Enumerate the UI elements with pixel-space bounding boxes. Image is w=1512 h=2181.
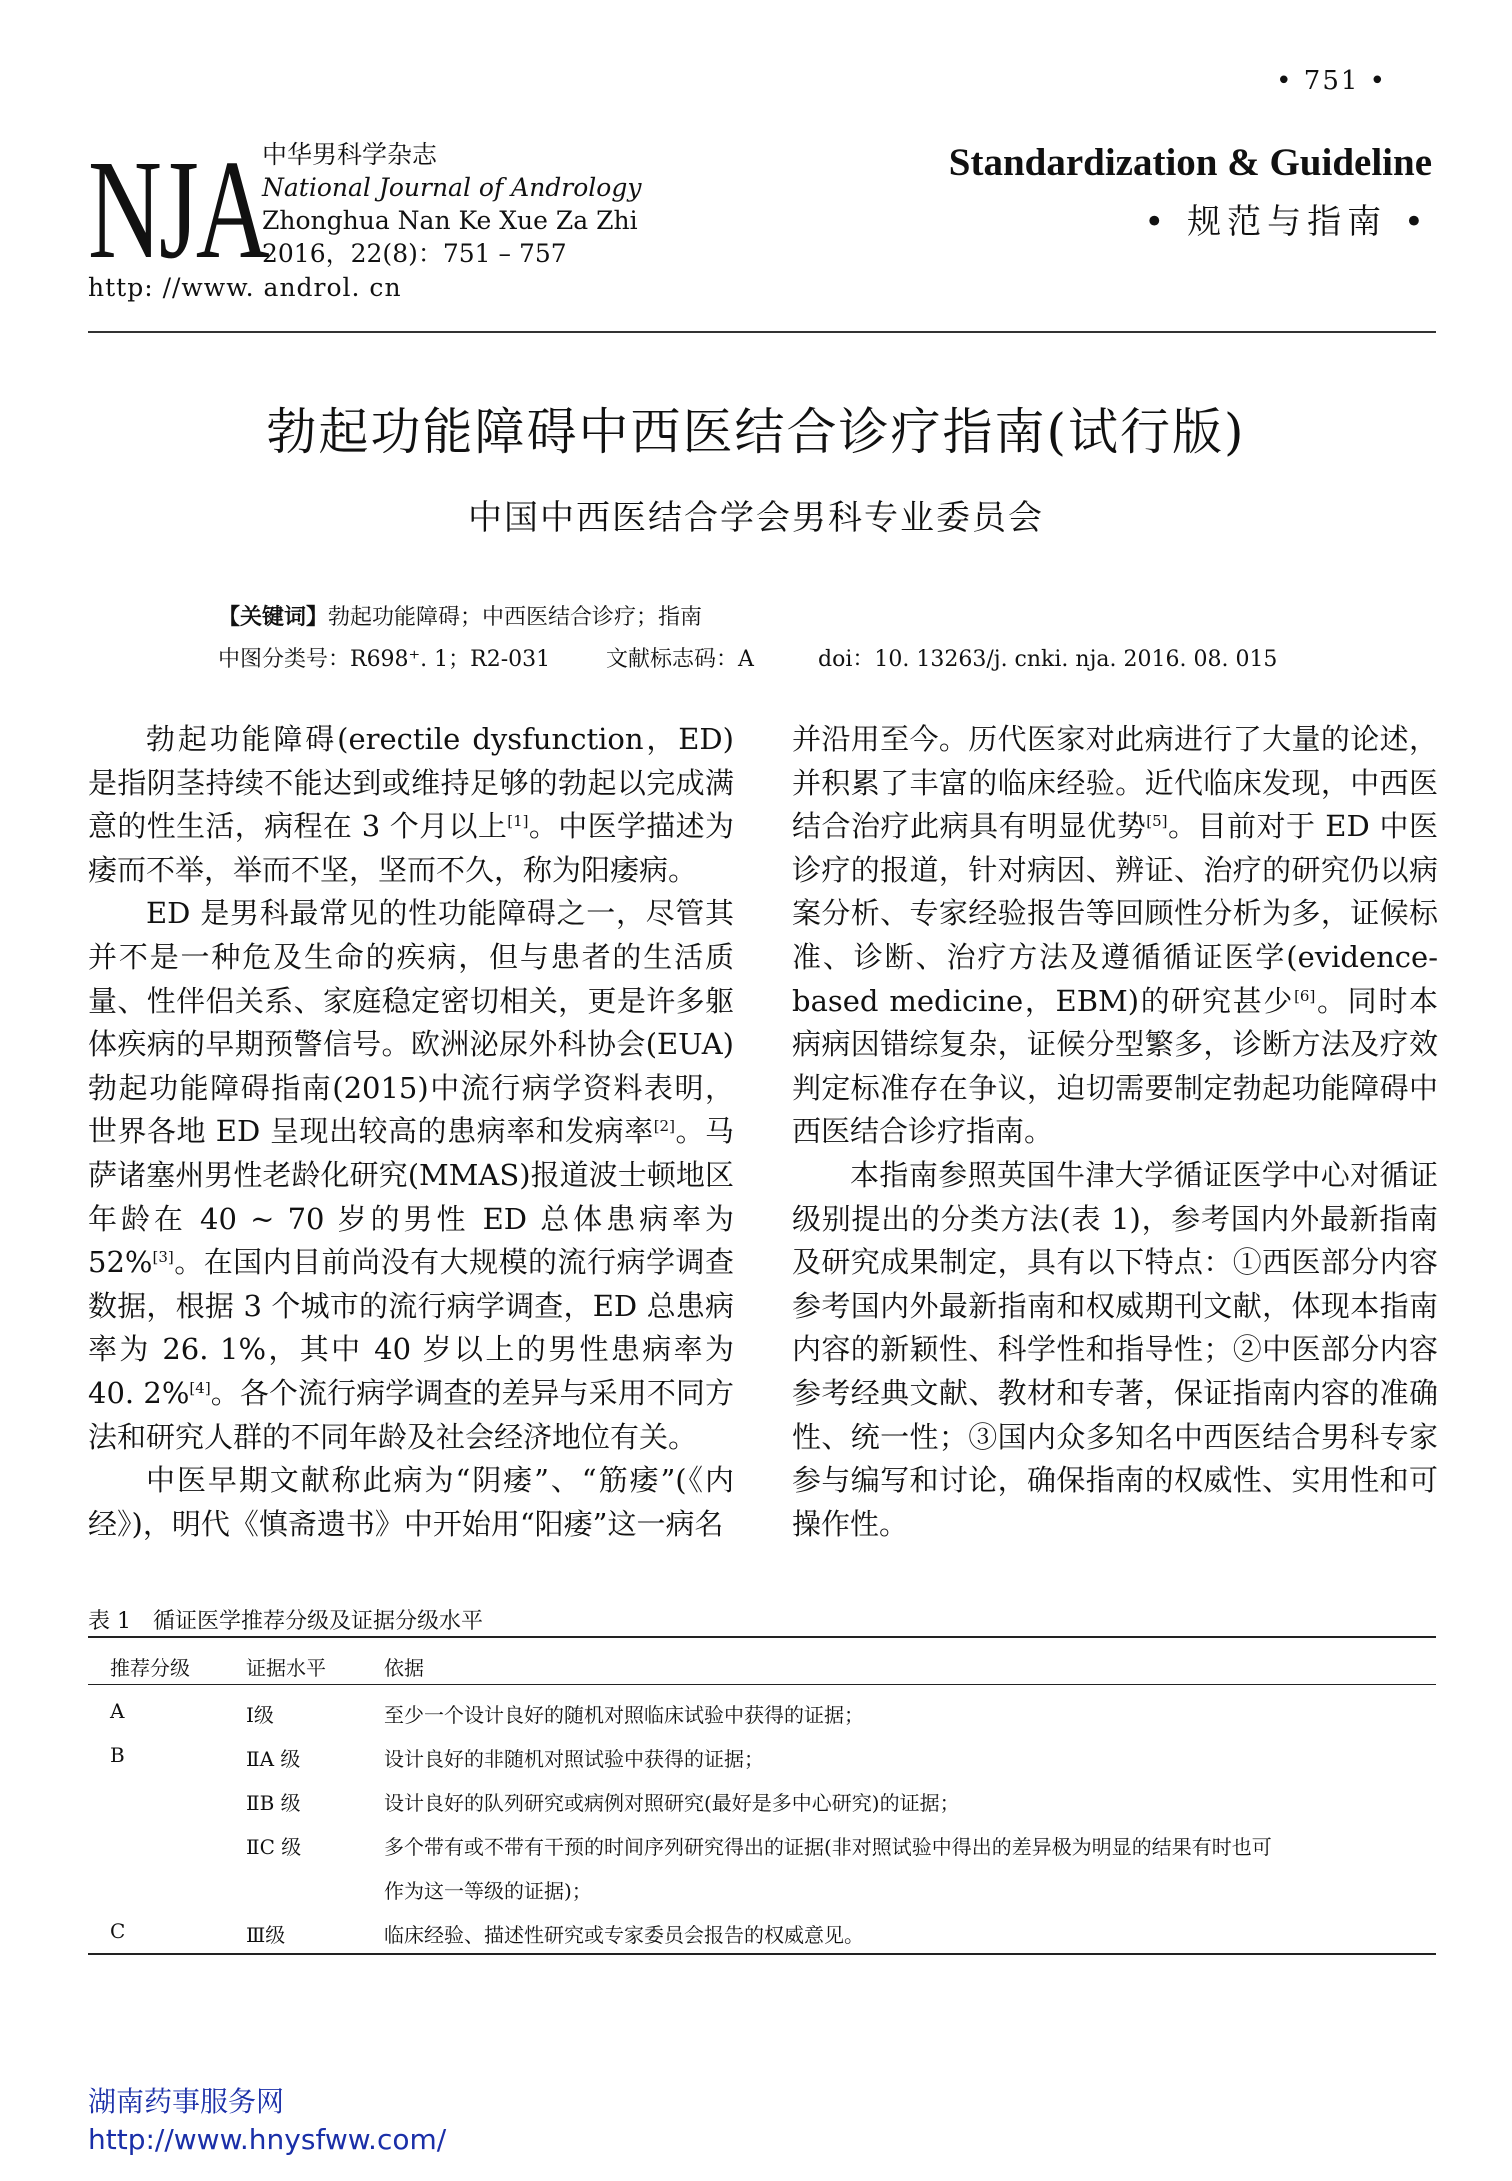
keywords-label: 【关键词】 <box>218 604 329 630</box>
table-cell: ⅡB 级 <box>246 1791 301 1815</box>
table-caption: 表 1 循证医学推荐分级及证据分级水平 <box>88 1609 483 1634</box>
table-row <box>88 1775 1436 1819</box>
evidence-table <box>88 1640 1436 1951</box>
body-column-left <box>88 718 734 1546</box>
page-number: • 751 • <box>1276 66 1387 96</box>
watermark-site-name: 湖南药事服务网 <box>88 2085 285 2118</box>
table-row <box>88 1731 1436 1775</box>
journal-name-cn: 中华男科学杂志 <box>262 140 438 169</box>
table-cell: 临床经验、描述性研究或专家委员会报告的权威意见。 <box>384 1923 864 1947</box>
body-column-right <box>792 718 1438 1546</box>
journal-issue: 2016，22(8)：751 – 757 <box>262 239 567 268</box>
journal-name-en: National Journal of Andrology <box>262 173 642 202</box>
paragraph: 中医早期文献称此病为“阴痿”、“筋痿”(《内经》)，明代《慎斋遗书》中开始用“阳痿”这一病名 <box>88 1463 734 1541</box>
table-cell: 作为这一等级的证据)； <box>384 1879 592 1903</box>
table-header-row <box>88 1640 1436 1684</box>
section-title-en: Standardization & Guideline <box>948 141 1432 184</box>
article-authors: 中国中西医结合学会男科专业委员会 <box>468 498 1044 538</box>
journal-name-pinyin: Zhonghua Nan Ke Xue Za Zhi <box>262 206 638 235</box>
table-header-rule <box>88 1684 1436 1685</box>
table-cell: C <box>110 1919 126 1943</box>
table-header: 依据 <box>384 1656 424 1680</box>
section-title-cn: • 规范与指南 • <box>1144 202 1430 242</box>
table-row <box>88 1863 1436 1907</box>
keywords-text: 勃起功能障碍；中西医结合诊疗；指南 <box>328 605 703 630</box>
table-row <box>88 1907 1436 1951</box>
table-cell: A <box>110 1699 125 1723</box>
paragraph: 本指南参照英国牛津大学循证医学中心对循证级别提出的分类方法(表 1)，参考国内外最新指南及研究成果制定，具有以下特点：①西医部分内容参考国内外最新指南和权威期刊文献，体现本指南内容的新颖性、科学性和指导性；②中医部分内容参考经典文献、教材和专著，保证指南内容的准确性、统一性；③国内众多知名中西医结合男科专家参与编写和讨论，确保指南的权威性、实用性和可操作性。 <box>792 1157 1438 1541</box>
paragraph: 勃起功能障碍(erectile dysfunction，ED)是指阴茎持续不能达到或维持足够的勃起以完成满意的性生活，病程在 3 个月以上[1]。中医学描述为痿而不举，举而不坚，坚而不久，称为阳痿病。 <box>88 722 734 887</box>
table-row <box>88 1819 1436 1863</box>
header-rule <box>88 331 1436 333</box>
clc-number: 中图分类号：R698⁺. 1；R2-031 <box>218 647 551 672</box>
journal-logo: NJA <box>88 130 267 288</box>
table-cell: Ⅰ级 <box>246 1703 274 1727</box>
table-cell: ⅡA 级 <box>246 1747 301 1771</box>
document-code: 文献标志码：A <box>606 647 754 672</box>
table-top-rule <box>88 1636 1436 1638</box>
table-cell: 至少一个设计良好的随机对照临床试验中获得的证据； <box>384 1703 864 1727</box>
paragraph: 并沿用至今。历代医家对此病进行了大量的论述，并积累了丰富的临床经验。近代临床发现，中西医结合治疗此病具有明显优势[5]。目前对于 ED 中医诊疗的报道，针对病因、辨证、治疗的研究仍以病案分析、专家经验报告等回顾性分析为多，证候标准、诊断、治疗方法及遵循循证医学(evidence-based medicine，EBM)的研究甚少[6]。同时本病病因错综复杂，证候分型繁多，诊断方法及疗效判定标准存在争议，迫切需要制定勃起功能障碍中西医结合诊疗指南。 <box>792 722 1438 1149</box>
keywords <box>218 600 702 631</box>
table-row <box>88 1687 1436 1731</box>
table-cell: 设计良好的非随机对照试验中获得的证据； <box>384 1747 764 1771</box>
table-cell: B <box>110 1743 125 1767</box>
article-title: 勃起功能障碍中西医结合诊疗指南(试行版) <box>266 403 1246 461</box>
table-header: 推荐分级 <box>110 1656 190 1680</box>
table-bottom-rule <box>88 1953 1436 1955</box>
table-cell: Ⅲ级 <box>246 1923 286 1947</box>
table-cell: 设计良好的队列研究或病例对照研究(最好是多中心研究)的证据； <box>384 1791 960 1815</box>
watermark-site-url[interactable]: http://www.hnysfww.com/ <box>88 2123 447 2156</box>
paragraph: ED 是男科最常见的性功能障碍之一，尽管其并不是一种危及生命的疾病，但与患者的生活质量、性伴侣关系、家庭稳定密切相关，更是许多躯体疾病的早期预警信号。欧洲泌尿外科协会(EUA)勃起功能障碍指南(2015)中流行病学资料表明，世界各地 ED 呈现出较高的患病率和发病率[2]。马萨诸塞州男性老龄化研究(MMAS)报道波士顿地区年龄在 40 ~ 70 岁的男性 ED 总体患病率为 52%[3]。在国内目前尚没有大规模的流行病学调查数据，根据 3 个城市的流行病学调查，ED 总患病率为 26. 1%，其中 40 岁以上的男性患病率为 40. 2%[4]。各个流行病学调查的差异与采用不同方法和研究人群的不同年龄及社会经济地位有关。 <box>88 896 734 1454</box>
doi: doi：10. 13263/j. cnki. nja. 2016. 08. 015 <box>818 647 1278 672</box>
table-cell: ⅡC 级 <box>246 1835 302 1859</box>
table-cell: 多个带有或不带有干预的时间序列研究得出的证据(非对照试验中得出的差异极为明显的结果有时也可 <box>384 1835 1272 1859</box>
journal-info <box>262 138 641 270</box>
journal-url: http: //www. androl. cn <box>88 273 402 302</box>
table-header: 证据水平 <box>246 1656 326 1680</box>
